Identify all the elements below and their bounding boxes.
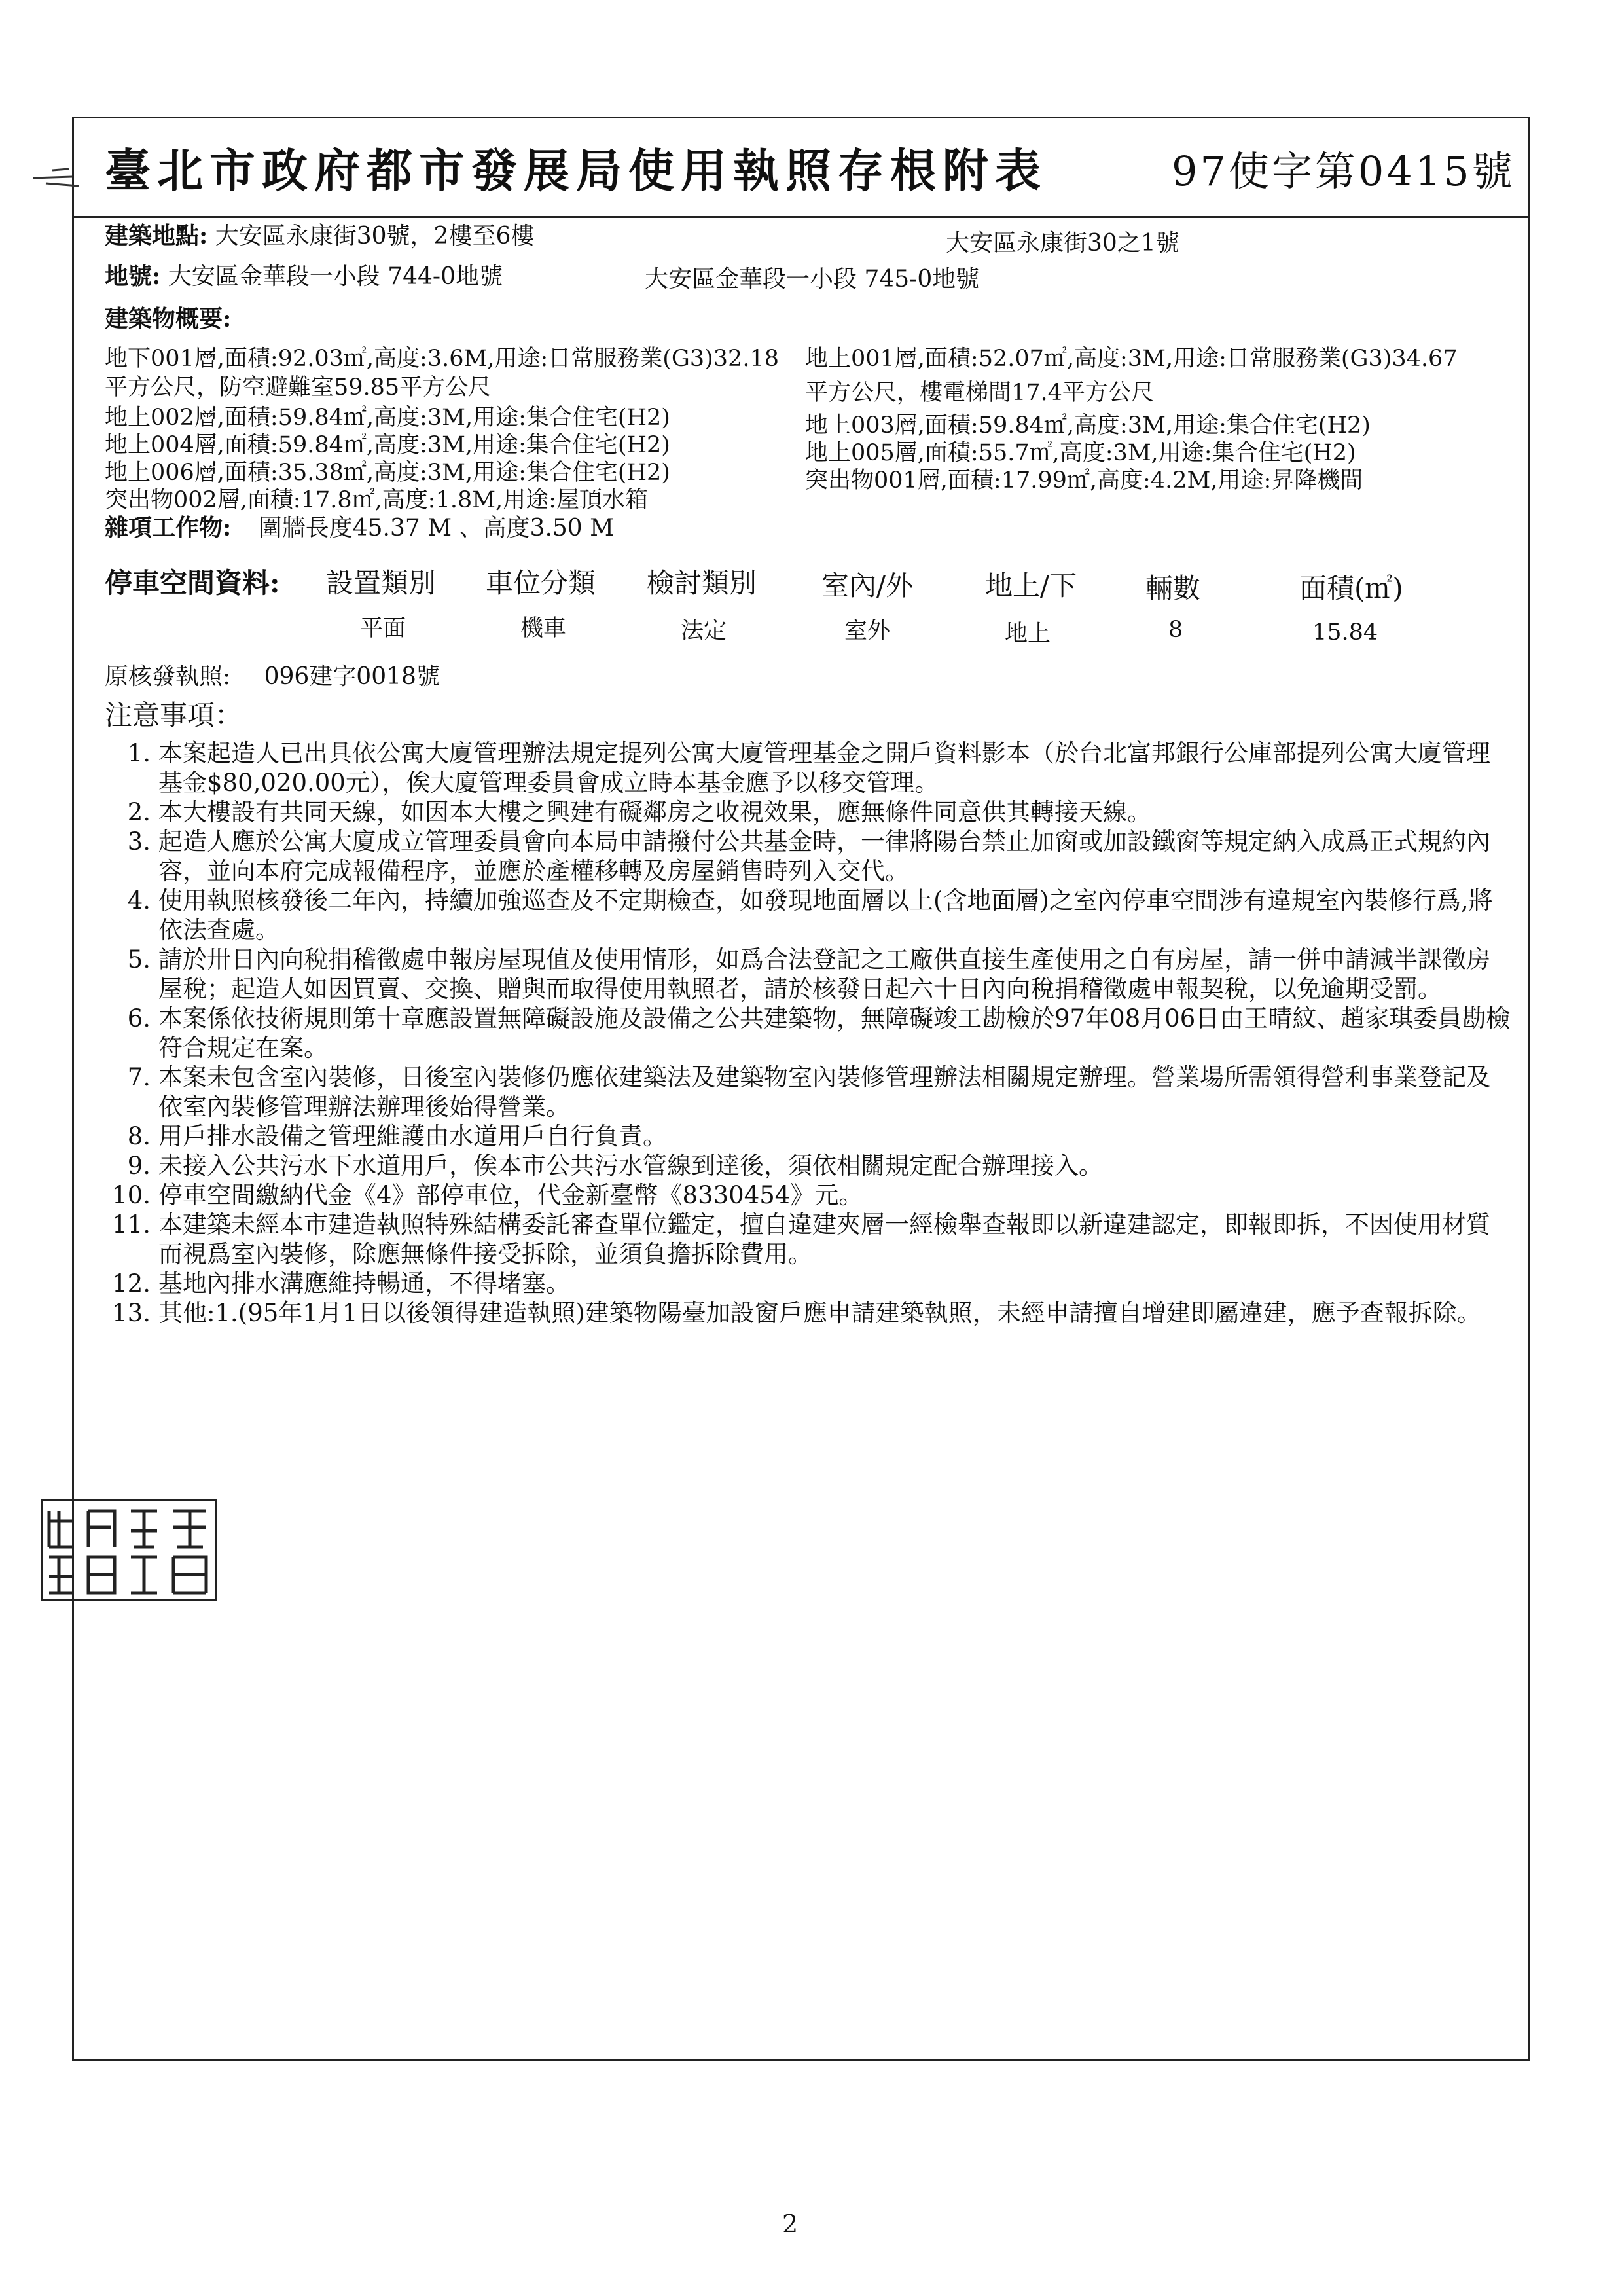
note-item <box>105 886 1512 945</box>
note-text: 未接入公共污水下水道用戶，俟本市公共污水管線到達後，須依相關規定配合辦理接入。 <box>158 1152 1103 1180</box>
permit-number: 97使字第0415號 <box>1172 147 1515 195</box>
note-item <box>105 1063 1512 1121</box>
lot-value-2: 大安區金華段一小段 745-0地號 <box>645 266 980 293</box>
overview-row-right: 平方公尺，樓電梯間17.4平方公尺 <box>805 380 1154 406</box>
note-item <box>105 1210 1512 1269</box>
note-item <box>105 797 1512 827</box>
note-item <box>105 1298 1512 1328</box>
parking-header: 地上/下 <box>985 570 1077 602</box>
note-number: 7. <box>127 1063 151 1091</box>
note-number: 6. <box>127 1004 151 1032</box>
overview-row-left: 地上002層,面積:59.84㎡,高度:3M,用途:集合住宅(H2) <box>105 405 670 431</box>
note-text: 用戶排水設備之管理維護由水道用戶自行負責。 <box>158 1122 667 1150</box>
parking-cell: 室外 <box>844 618 891 644</box>
note-text: 起造人應於公寓大廈成立管理委員會向本局申請撥付公共基金時，一律將陽台禁止加窗或加設鐵窗等規定納入成爲正式規約內容，並向本府完成報備程序，並應於產權移轉及房屋銷售時列入交代。 <box>158 828 1490 885</box>
parking-cell: 地上 <box>1005 621 1051 647</box>
note-number: 4. <box>127 886 151 915</box>
note-item <box>105 1004 1512 1063</box>
document-title: 臺北市政府都市發展局使用執照存根附表 <box>105 143 1047 198</box>
original-permit-label: 原核發執照: <box>105 663 231 690</box>
overview-row-right: 地上001層,面積:52.07㎡,高度:3M,用途:日常服務業(G3)34.67 <box>805 346 1458 372</box>
parking-header: 輛數 <box>1145 572 1201 604</box>
lot-row <box>105 262 503 291</box>
address-row <box>105 221 534 251</box>
lot-label: 地號: <box>105 263 161 290</box>
seal-glyphs <box>43 1501 215 1599</box>
overview-row-left: 突出物002層,面積:17.8㎡,高度:1.8M,用途:屋頂水箱 <box>105 487 648 513</box>
misc-row <box>105 513 614 543</box>
note-number: 3. <box>127 828 151 856</box>
parking-header: 室內/外 <box>821 570 914 602</box>
original-permit-value: 096建字0018號 <box>264 663 440 690</box>
address-value-2: 大安區永康街30之1號 <box>946 230 1179 257</box>
note-item <box>105 827 1512 886</box>
notes-list <box>105 738 1512 1328</box>
overview-row-left: 地上004層,面積:59.84㎡,高度:3M,用途:集合住宅(H2) <box>105 432 670 458</box>
note-number: 1. <box>127 739 151 767</box>
overview-row-left: 平方公尺，防空避難室59.85平方公尺 <box>105 374 492 401</box>
note-number: 11. <box>112 1211 151 1239</box>
parking-label: 停車空間資料: <box>105 567 280 599</box>
note-text: 本案起造人已出具依公寓大廈管理辦法規定提列公寓大廈管理基金之開戶資料影本（於台北富邦銀行公庫部提列公寓大廈管理基金$80,020.00元），俟大廈管理委員會成立時本基金應予以移交管理。 <box>158 739 1490 797</box>
notes-heading: 注意事項： <box>105 699 243 731</box>
overview-row-right: 地上003層,面積:59.84㎡,高度:3M,用途:集合住宅(H2) <box>805 412 1371 439</box>
note-text: 本建築未經本市建造執照特殊結構委託審查單位鑑定，擅自違建夾層一經檢舉查報即以新違建認定，即報即拆，不因使用材質而視爲室內裝修，除應無條件接受拆除，並須負擔拆除費用。 <box>158 1211 1490 1268</box>
note-text: 本大樓設有共同天線，如因本大樓之興建有礙鄰房之收視效果，應無條件同意供其轉接天線。 <box>158 798 1151 826</box>
note-item <box>105 1269 1512 1298</box>
note-number: 12. <box>112 1269 151 1298</box>
note-text: 其他:1.(95年1月1日以後領得建造執照)建築物陽臺加設窗戶應申請建築執照，未經申請擅自增建即屬違建，應予查報拆除。 <box>158 1299 1481 1327</box>
note-number: 2. <box>127 798 151 826</box>
note-text: 使用執照核發後二年內，持續加強巡查及不定期檢查，如發現地面層以上(含地面層)之室內停車空間涉有違規室內裝修行爲,將依法查處。 <box>158 886 1493 944</box>
note-text: 停車空間繳納代金《4》部停車位，代金新臺幣《8330454》元。 <box>158 1181 863 1209</box>
parking-header: 檢討類別 <box>647 567 757 599</box>
misc-label: 雜項工作物: <box>105 514 232 541</box>
lot-value: 大安區金華段一小段 744-0地號 <box>168 263 503 290</box>
parking-cell: 機車 <box>520 615 567 642</box>
parking-header: 面積(㎡) <box>1299 572 1403 604</box>
note-number: 13. <box>112 1299 151 1327</box>
note-number: 5. <box>127 945 151 974</box>
note-item <box>105 1121 1512 1151</box>
note-number: 8. <box>127 1122 151 1150</box>
overview-row-right: 地上005層,面積:55.7㎡,高度:3M,用途:集合住宅(H2) <box>805 440 1356 466</box>
parking-cell: 8 <box>1168 617 1183 643</box>
page-number: 2 <box>782 2210 799 2238</box>
address-label: 建築地點: <box>105 222 208 249</box>
note-text: 請於卅日內向稅捐稽徵處申報房屋現值及使用情形，如爲合法登記之工廠供直接生產使用之自有房屋，請一併申請減半課徵房屋稅；起造人如因買賣、交換、贈與而取得使用執照者，請於核發日起六十日內向稅捐稽徵處申報契稅，以免逾期受罰。 <box>158 945 1490 1003</box>
parking-header: 車位分類 <box>486 567 596 599</box>
corner-scribble <box>33 157 111 196</box>
overview-label: 建築物概要: <box>105 305 232 333</box>
note-text: 本案未包含室內裝修，日後室內裝修仍應依建築法及建築物室內裝修管理辦法相關規定辦理。營業場所需領得營利事業登記及依室內裝修管理辦法辦理後始得營業。 <box>158 1063 1490 1121</box>
overview-row-left: 地下001層,面積:92.03㎡,高度:3.6M,用途:日常服務業(G3)32.18 <box>105 346 779 372</box>
official-seal <box>41 1499 217 1601</box>
note-number: 9. <box>127 1152 151 1180</box>
parking-cell: 15.84 <box>1312 619 1378 646</box>
overview-row-left: 地上006層,面積:35.38㎡,高度:3M,用途:集合住宅(H2) <box>105 460 670 486</box>
parking-cell: 平面 <box>360 615 406 642</box>
note-text: 基地內排水溝應維持暢通，不得堵塞。 <box>158 1269 570 1298</box>
parking-header: 設置類別 <box>326 567 437 599</box>
note-text: 本案係依技術規則第十章應設置無障礙設施及設備之公共建築物，無障礙竣工勘檢於97年08月06日由王晴紋、趙家琪委員勘檢符合規定在案。 <box>158 1004 1511 1062</box>
title-divider <box>72 216 1530 218</box>
note-item <box>105 945 1512 1004</box>
parking-cell: 法定 <box>681 618 727 644</box>
misc-value: 圍牆長度45.37 M 、高度3.50 M <box>258 515 615 541</box>
note-item <box>105 1180 1512 1210</box>
original-permit-row <box>105 663 440 691</box>
note-item <box>105 738 1512 797</box>
address-value: 大安區永康街30號，2樓至6樓 <box>215 223 535 249</box>
note-item <box>105 1151 1512 1180</box>
overview-row-right: 突出物001層,面積:17.99㎡,高度:4.2M,用途:昇降機間 <box>805 467 1363 494</box>
note-number: 10. <box>112 1181 151 1209</box>
